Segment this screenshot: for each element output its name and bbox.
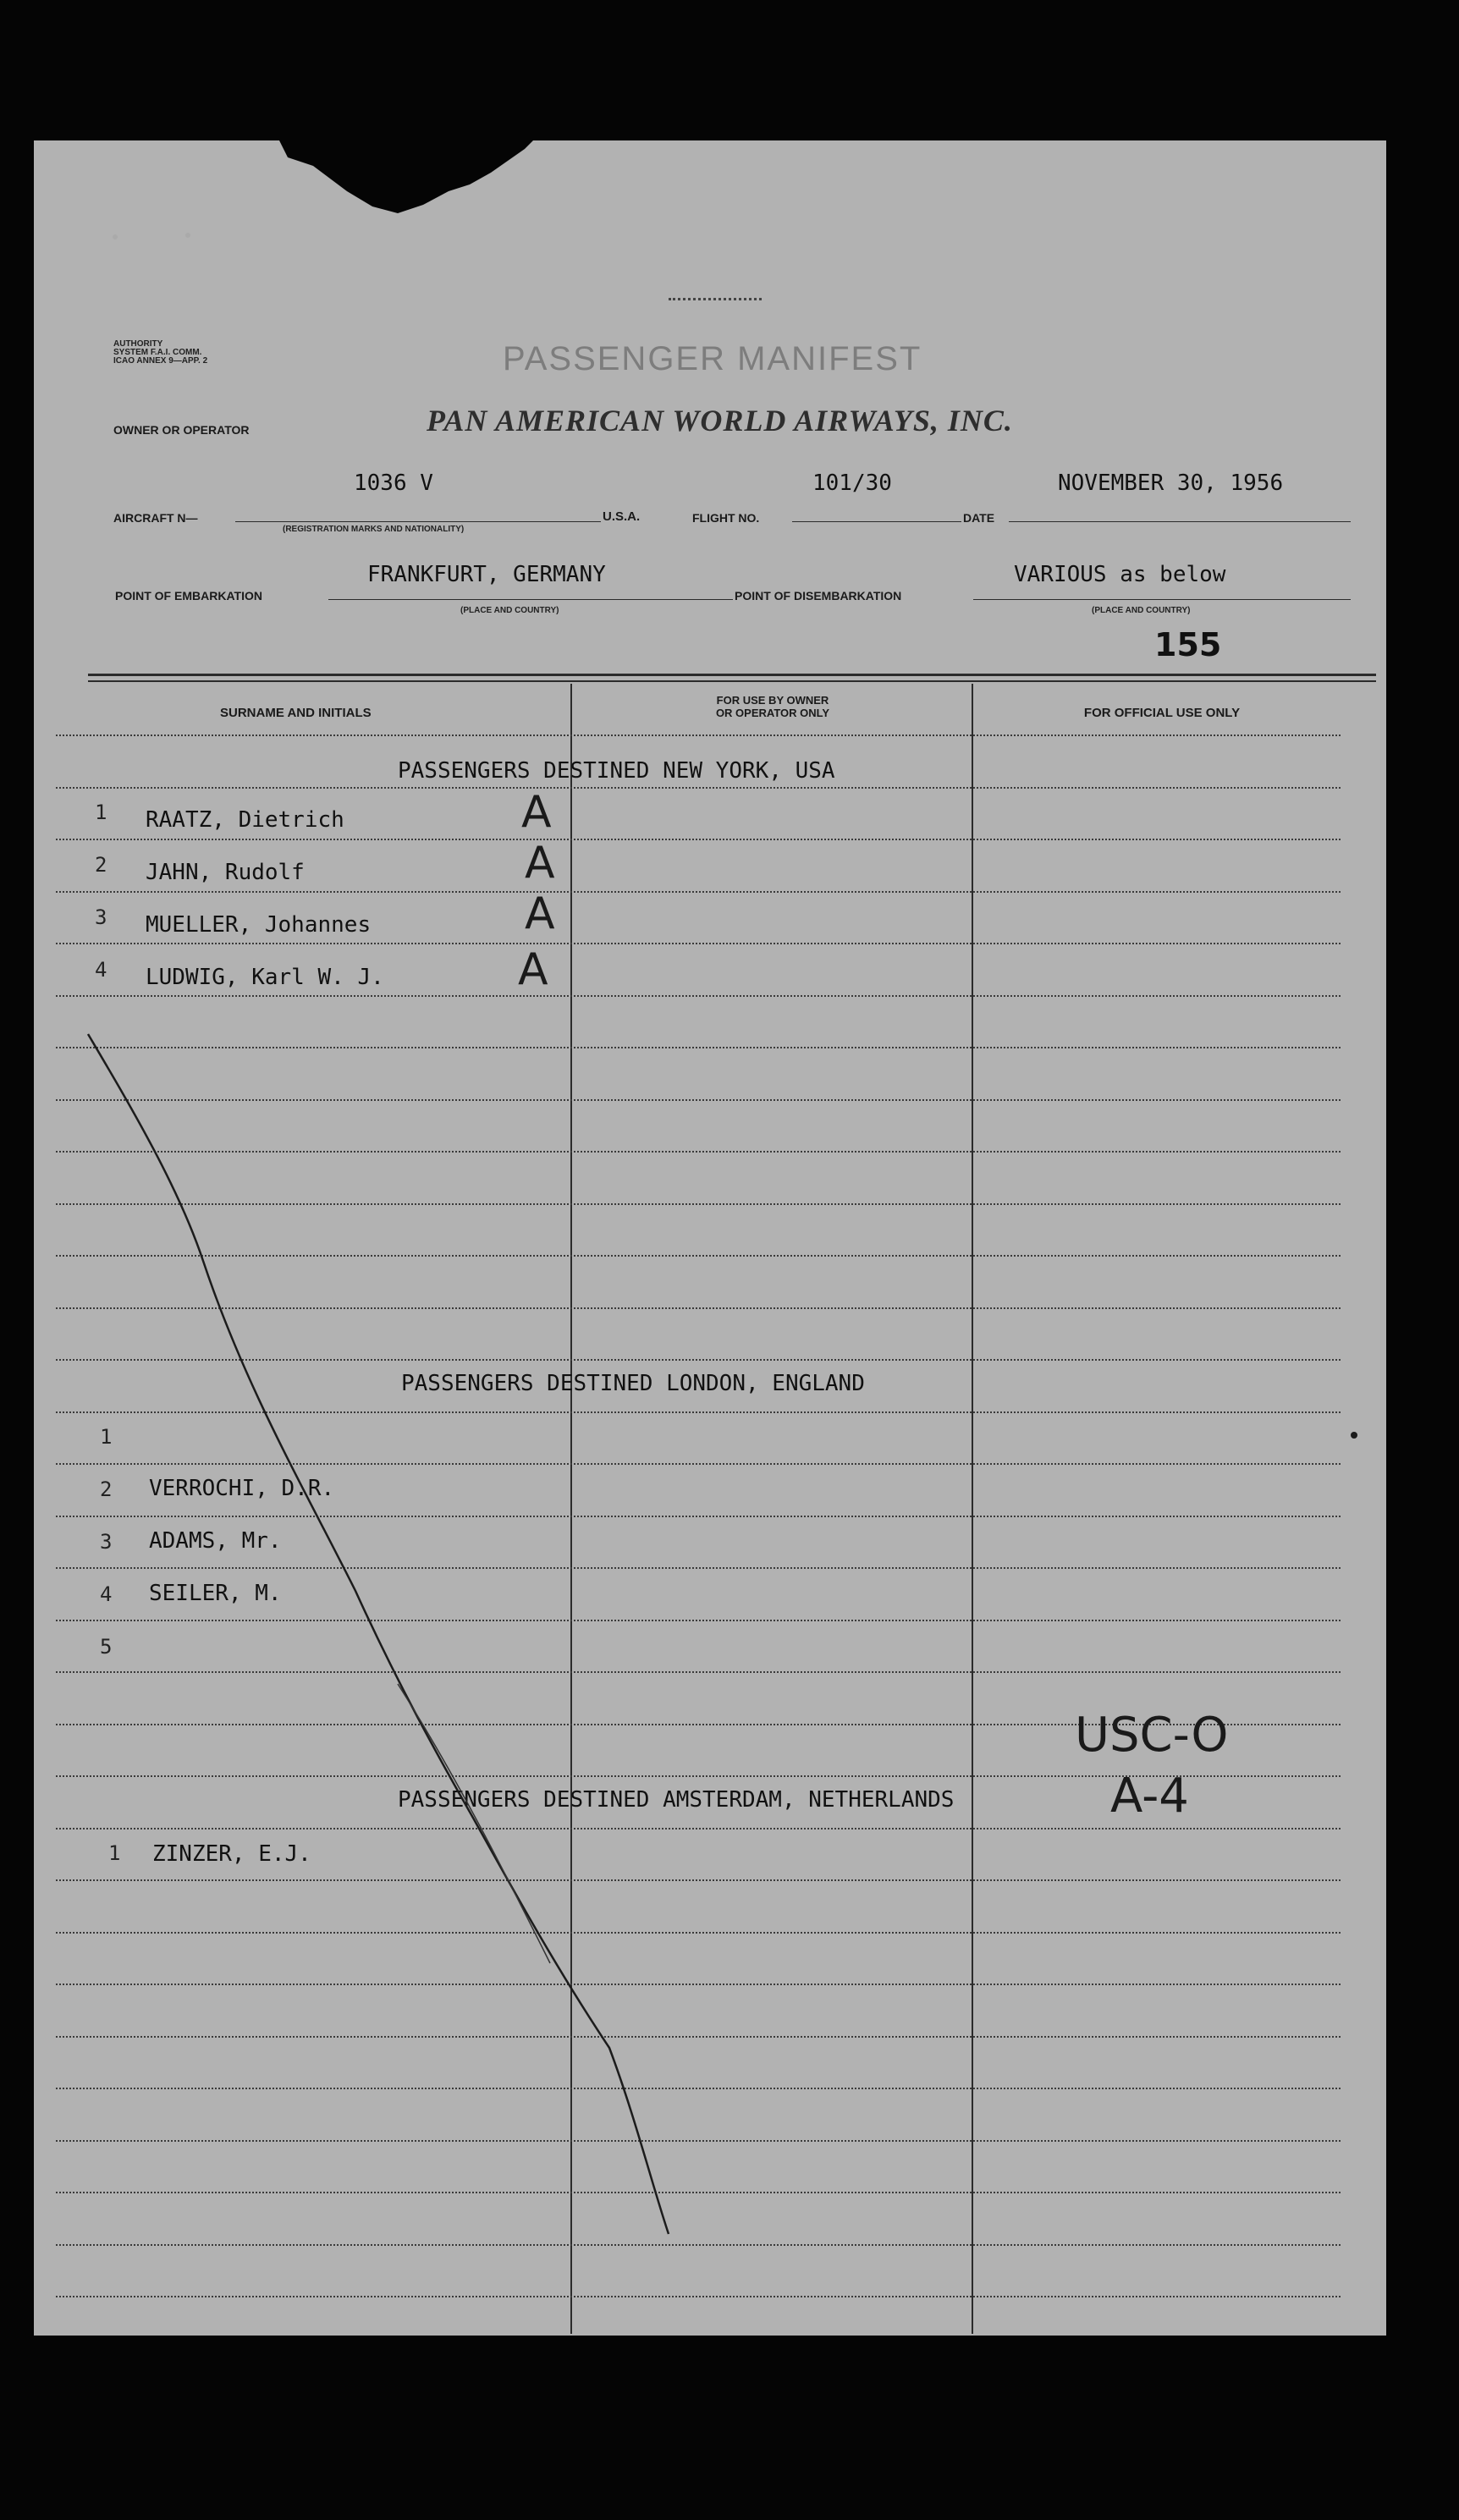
handwritten-mark: A <box>525 838 555 889</box>
section-heading-new-york: PASSENGERS DESTINED NEW YORK, USA <box>398 758 835 784</box>
row-number: 4 <box>95 958 107 982</box>
row-number: 2 <box>100 1477 113 1501</box>
aircraft-caption: (REGISTRATION MARKS AND NATIONALITY) <box>283 525 465 534</box>
usa-label: U.S.A. <box>603 509 641 524</box>
passenger-name: JAHN, Rudolf <box>146 860 305 885</box>
disembarkation-caption: (PLACE AND COUNTRY) <box>1092 606 1191 615</box>
embarkation-caption: (PLACE AND COUNTRY) <box>460 606 559 615</box>
flight-value: 101/30 <box>812 470 892 496</box>
column-surname-header: SURNAME AND INITIALS <box>220 706 372 720</box>
passenger-name: ZINZER, E.J. <box>152 1841 311 1867</box>
stamp-number: 155 <box>1154 626 1222 663</box>
passenger-name: MUELLER, Johannes <box>146 912 372 938</box>
date-value: NOVEMBER 30, 1956 <box>1058 470 1284 496</box>
owner-label: OWNER OR OPERATOR <box>113 423 250 437</box>
column-official-header: FOR OFFICIAL USE ONLY <box>1083 706 1241 720</box>
handwritten-mark: A <box>518 944 548 995</box>
handwritten-mark: A <box>521 787 552 838</box>
owner-value: PAN AMERICAN WORLD AIRWAYS, INC. <box>427 404 1013 437</box>
authority-note: AUTHORITY SYSTEM F.A.I. COMM. ICAO ANNEX 9—APP. 2 <box>113 339 208 366</box>
row-number: 4 <box>100 1582 113 1606</box>
handwritten-annotation: USC-O <box>1075 1708 1229 1763</box>
row-number: 5 <box>100 1635 113 1659</box>
passenger-name: VERROCHI, D.R. <box>149 1476 335 1501</box>
aircraft-value: 1036 V <box>354 470 433 496</box>
section-heading-london: PASSENGERS DESTINED LONDON, ENGLAND <box>401 1371 865 1396</box>
aircraft-label: AIRCRAFT N— <box>113 511 198 525</box>
passenger-name: ADAMS, Mr. <box>149 1528 282 1554</box>
passenger-name: LUDWIG, Karl W. J. <box>146 965 384 990</box>
date-label: DATE <box>963 511 995 525</box>
passenger-name: SEILER, M. <box>149 1581 282 1606</box>
row-number: 3 <box>100 1530 113 1554</box>
row-number: 1 <box>108 1841 121 1865</box>
row-number: 3 <box>95 905 107 929</box>
disembarkation-label: POINT OF DISEMBARKATION <box>735 589 902 602</box>
handwritten-annotation: A-4 <box>1110 1769 1189 1824</box>
row-number: 2 <box>95 853 107 877</box>
page-title: PASSENGER MANIFEST <box>503 340 922 377</box>
passenger-name: RAATZ, Dietrich <box>146 807 344 833</box>
section-heading-amsterdam: PASSENGERS DESTINED AMSTERDAM, NETHERLANDS <box>398 1787 955 1813</box>
embarkation-value: FRANKFURT, GERMANY <box>367 562 606 587</box>
flight-label: FLIGHT NO. <box>692 511 760 525</box>
embarkation-label: POINT OF EMBARKATION <box>115 589 262 602</box>
disembarkation-value: VARIOUS as below <box>1014 562 1226 587</box>
row-number: 1 <box>95 801 107 824</box>
row-number: 1 <box>100 1425 113 1449</box>
handwritten-mark: A <box>525 889 555 939</box>
column-owner-header: FOR USE BY OWNER OR OPERATOR ONLY <box>715 694 830 719</box>
